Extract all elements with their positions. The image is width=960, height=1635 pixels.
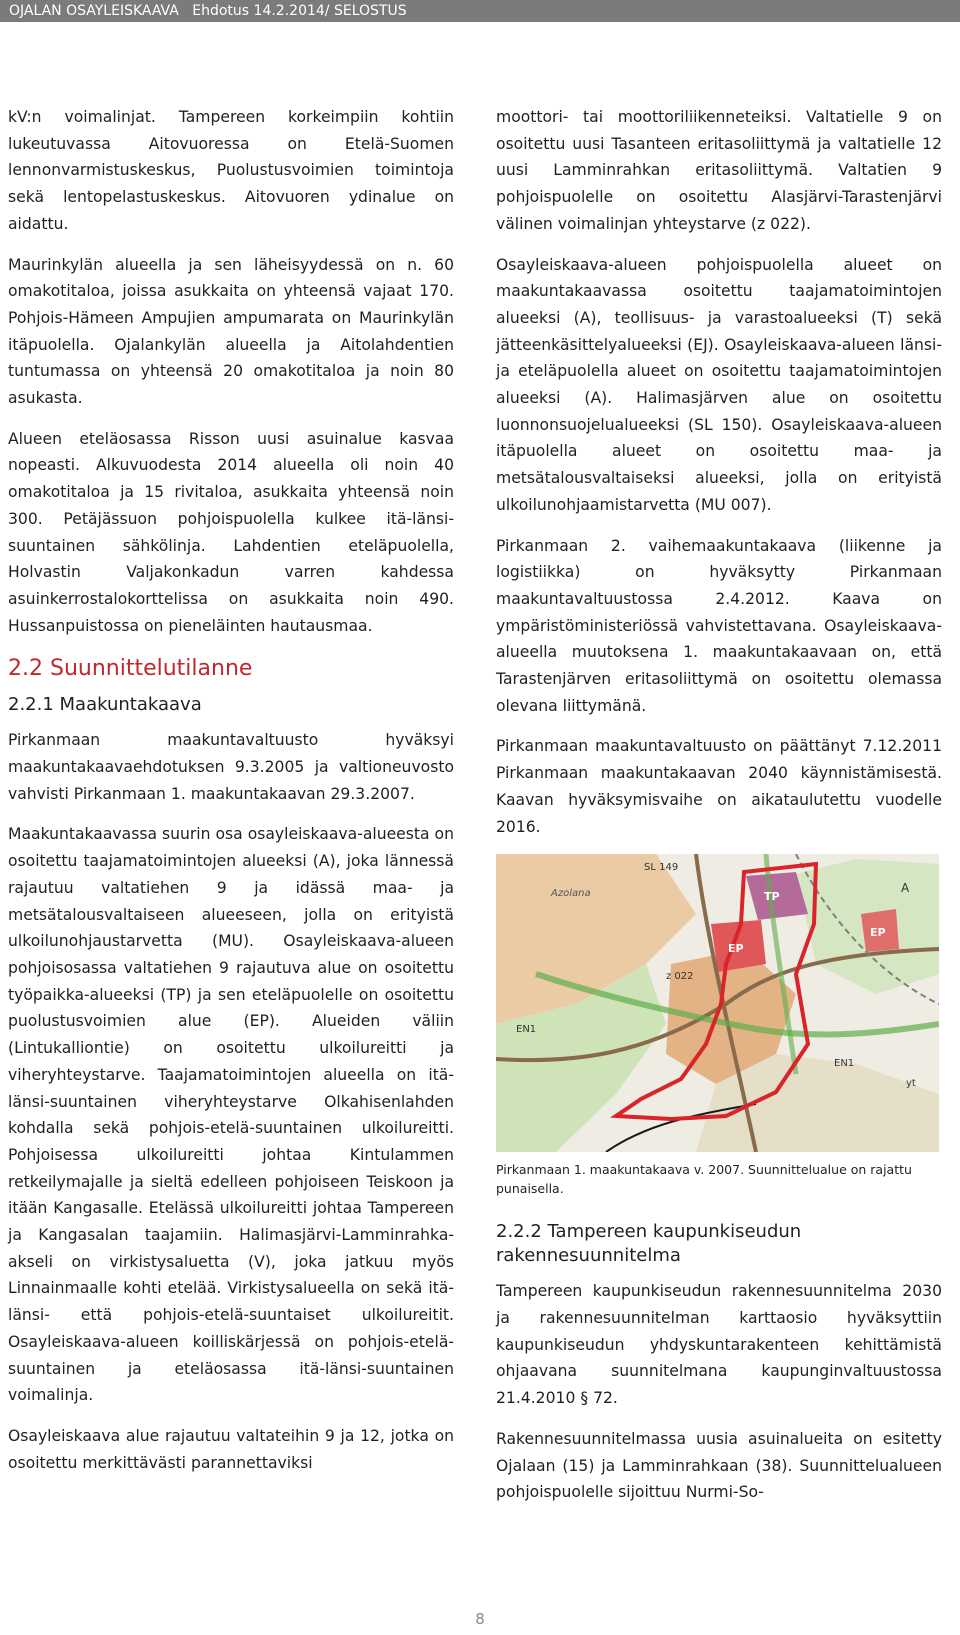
paragraph: Pirkanmaan maakuntavaltuusto hyväksyi maakuntakaavaehdotuksen 9.3.2005 ja valtioneuvosto vahvisti Pirkanmaan 1. maakuntakaavan 29.3.2007. bbox=[8, 731, 454, 803]
paragraph: Osayleiskaava alue rajautuu valtateihin 9 ja 12, jotka on osoitettu merkittävästi parannettaviksi bbox=[8, 1426, 454, 1472]
map-label: TP bbox=[764, 890, 780, 904]
map-caption: Pirkanmaan 1. maakuntakaava v. 2007. Suunnittelualue on rajattu punaisella. bbox=[496, 1162, 912, 1197]
document-subtitle: Ehdotus 14.2.2014/ SELOSTUS bbox=[192, 3, 407, 19]
map-label: z 022 bbox=[666, 971, 694, 983]
page-header bbox=[0, 0, 960, 22]
page-number: 8 bbox=[475, 1610, 485, 1628]
paragraph: moottori- tai moottoriliikenneteiksi. Valtatielle 9 on osoitettu uusi Tasanteen eritasoliittymä ja valtatielle 12 uusi Lamminrahkan eritasoliittymä. Valtatien 9 pohjoispuolelle on osoitettu Alasjärvi-Tarastenjärvi välinen voimalinjan yhteystarve (z 022). bbox=[496, 108, 942, 233]
right-column bbox=[496, 104, 942, 1520]
paragraph: Maakuntakaavassa suurin osa osayleiskaava-alueesta on osoitettu taajamatoimintojen alueeksi (A), joka lännessä rajautuu valtatiehen 9 ja idässä maa- ja metsätalousvaltaiseen alueeseen, jolla on erityistä ulkoilunohjaustarvetta (MU). Osayleiskaava-alueen pohjoisosassa valtatiehen 9 rajautuva alue on osoitettu työpaikka-alueeksi (TP) ja sen eteläpuolelle on osoitettu puolustusvoimien alue (EP). Alueiden väliin (Lintukalliontie) on osoitettu ulkoilureitti ja viheryhteystarve. Taajamatoimintojen alueella on itä-länsi-suuntainen viheryhteystarve Olkahisenlahden kohdalla sekä pohjois-etelä-suuntainen ulkoilureitti. Pohjoisessa ulkoilureitti johtaa Kintulammen retkeilymajalle ja sieltä edelleen pohjoiseen Teiskoon ja itään Kangasalle. Etelässä ulkoilureitti johtaa Tampereen ja Kangasalan taajamiin. Halimasjärvi-Lamminrahka-akseli on virkistysaluetta (V), joka jatkuu myös Linnainmaalle kohti etelää. Virkistysalueella on sekä itä-länsi- että pohjois-etelä-suuntaiset ulkoilureitit. Osayleiskaava-alueen koilliskärjessä on pohjois-etelä-suuntainen ja eteläosassa itä-länsi-suuntainen voimalinja. bbox=[8, 825, 454, 1405]
map-label: EN1 bbox=[834, 1058, 855, 1070]
map-label: yt bbox=[906, 1078, 916, 1090]
left-column bbox=[8, 104, 454, 1490]
paragraph: kV:n voimalinjat. Tampereen korkeimpiin kohtiin lukeutuvassa Aitovuoressa on Etelä-Suomen lennonvarmistuskeskus, Puolustusvoimien toimintoja sekä lentopelastuskeskus. Aitovuoren ydinalue on aidattu. bbox=[8, 108, 454, 233]
paragraph: Osayleiskaava-alueen pohjoispuolella alueet on maakuntakaavassa osoitettu taajamatoimintojen alueeksi (A), teollisuus- ja varastoalueeksi (T) sekä jätteenkäsittelyalueeksi (EJ). Osayleiskaava-alueen länsi- ja eteläpuolella alueet on osoitettu taajamatoimintojen alueeksi (A). Halimasjärven alue on osoitettu luonnonsuojelualueeksi (SL 150). Osayleiskaava-alueen itäpuolella alueet on osoitettu maa- ja metsätalousvaltaiseksi alueeksi, jolla on erityistä ulkoilunohjaamistarvetta (MU 007). bbox=[496, 255, 942, 514]
subsection-heading: 2.2.2 Tampereen kaupunkiseudun rakennesuunnitelma bbox=[496, 1221, 802, 1267]
map-label: Azolana bbox=[551, 888, 591, 900]
paragraph: Maurinkylän alueella ja sen läheisyydessä on n. 60 omakotitaloa, joissa asukkaita on yhteensä vajaat 170. Pohjois-Hämeen Ampujien ampumarata on Maurinkylän itäpuolella. Ojalankylän alueella ja Aitolahdentien tuntumassa on yhteensä 20 omakotitaloa ja noin 80 asukasta. bbox=[8, 255, 454, 408]
map-label: EP bbox=[870, 926, 886, 940]
document-title: OJALAN OSAYLEISKAAVA bbox=[9, 3, 179, 19]
map-label: A bbox=[901, 881, 910, 896]
paragraph: Pirkanmaan 2. vaihemaakuntakaava (liikenne ja logistiikka) on hyväksytty Pirkanmaan maakuntavaltuustossa 2.4.2012. Kaava on ympäristöministeriössä vahvistettavana. Osayleiskaava-alueella muutoksena 1. maakuntakaavaan on, että Tarastenjärven eritasoliittymä on osoitettu olemassa olevana liittymänä. bbox=[496, 536, 942, 715]
map-label: EN1 bbox=[516, 1024, 537, 1036]
paragraph: Tampereen kaupunkiseudun rakennesuunnitelma 2030 ja rakennesuunnitelman karttaosio hyväksyttiin kaupunkiseudun yhdyskuntarakenteen kehittämistä ohjaavana suunnitelmana kaupunginvaltuustossa 21.4.2010 § 72. bbox=[496, 1282, 942, 1408]
paragraph: Rakennesuunnitelmassa uusia asuinalueita on esitetty Ojalaan (15) ja Lamminrahkaan (38). Suunnittelualueen pohjoispuolelle sijoittuu Nurmi-So- bbox=[496, 1429, 942, 1502]
paragraph: Alueen eteläosassa Risson uusi asuinalue kasvaa nopeasti. Alkuvuodesta 2014 alueella oli noin 40 omakotitaloa ja 15 rivitaloa, asukkaita yhteensä noin 300. Petäjässuon pohjoispuolella kulkee itä-länsi-suuntainen sähkölinja. Lahdentien eteläpuolella, Holvastin Valjakonkadun varren kahdessa asuinkerrostalokorttelissa on asukkaita noin 490. Hussanpuistossa on pieneläinten hautausmaa. bbox=[8, 429, 454, 635]
regional-plan-map bbox=[496, 854, 939, 1152]
paragraph: Pirkanmaan maakuntavaltuusto on päättänyt 7.12.2011 Pirkanmaan maakuntakaavan 2040 käynnistämisestä. Kaavan hyväksymisvaihe on aikataulutettu vuodelle 2016. bbox=[496, 737, 942, 836]
subsection-heading: 2.2.1 Maakuntakaava bbox=[8, 694, 202, 716]
map-label: SL 149 bbox=[644, 862, 679, 874]
section-heading: 2.2 Suunnittelutilanne bbox=[8, 656, 253, 682]
map-label: EP bbox=[728, 942, 744, 956]
